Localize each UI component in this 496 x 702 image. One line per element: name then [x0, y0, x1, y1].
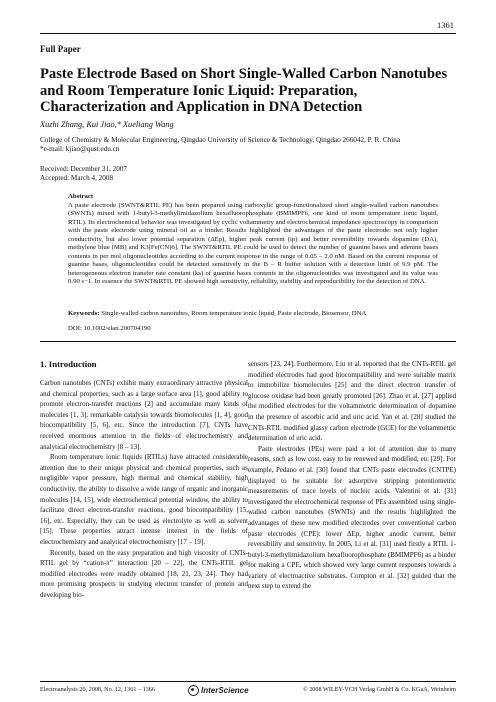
- header-rule: [40, 33, 456, 34]
- wiley-logo-icon: [188, 685, 199, 696]
- section-heading: 1. Introduction: [40, 359, 97, 369]
- journal-citation: Electroanalysis 20, 2008, No. 12, 1361 – 1366: [40, 686, 155, 693]
- dates-block: [40, 165, 127, 183]
- paragraph: sensors [23, 24]. Furthermore, Liu et al. reported that the CNTs-RTIL gel modified electrodes had good biocompatibility and were suitable matrix to immobilize biomolecules [25] and the direct electron transfer of glucose oxidase had been greatly promoted [26]. Zhao et al. [27] applied the modified electrodes for the voltammetric determination of dopamine in the presence of ascorbic acid and uric acid. Yan et al. [28] studied the CNTs-RTIL modified glassy carbon electrode (GCE) for the voltammetric determination of uric acid.: [248, 360, 456, 443]
- paragraph: Recently, based on the easy preparation and high viscosity of CNTs-RTIL gel by “cation-π” interaction [20 – 22], the CNTs-RTIL gel modified electrodes were readily obtained [18, 21, 23, 24]. They had more promising prospects in studying electron transfer of protein and developing bio-: [40, 548, 248, 599]
- logo-text: InterScience: [201, 685, 249, 695]
- page-number: 1361: [437, 20, 454, 30]
- section-divider: [40, 341, 456, 342]
- copyright: © 2008 WILEY-VCH Verlag GmbH & Co. KGaA, Weinheim: [302, 686, 456, 693]
- doi: DOI: 10.1002/elan.200704190: [68, 325, 151, 332]
- abstract-text: A paste electrode (SWNT&RTIL PE) has been prepared using carboxylic group-functionalized short single-walled carbon nanotubes (SWNTs) mixed with 1-butyl-3-methylimidazolium hexafluorophosphate (BMIMPF6, one kind of room temperature ionic liquid, RTIL). Its electrochemical behavior was investigated by cyclic voltammetry and electrochemical impedance spectroscopy in comparison with the paste electrode using mineral oil as a binder. Results highlighted the advantages of the paste electrode: not only higher conductivity, but also lower potential separation (ΔEp), higher peak current (ip) and better reversibility towards dopamine (DA), methylene blue (MB) and K3[Fe(CN)6]. The SWNT&RTIL PE could be used to detect the number of guanine bases and adenine bases contents in per mol oligonucleotides according to the current response in the range of 0.05 – 2.0 nM. Based on the current response of guanine bases, oligonucleotides could be detected sensitively in the B – R buffer solution with a detection limit of 9.9 pM. The heterogeneous electron transfer rate constant (ks) of guanine bases contents in the oligonucleotides was investigated and its value was 0.90 s−1. In essence the SWNT&RTIL PE showed high sensitivity, reliability, stability and reproducibility for the detection of DNA.: [68, 201, 438, 286]
- affiliation: College of Chemistry & Molecular Engineering, Qingdao University of Science & Technology, Qingdao 266042, P. R. China: [40, 136, 401, 144]
- paragraph: Paste electrodes (PEs) were paid a lot of attention due to many reasons, such as low cost, easy to be renewed and modified, etc [29]. For example, Pedano et al. [30] found that CNTs paste electrodes (CNTPE) displayed to be suitable for adsorptive stripping potentiometric measurements of trace levels of nucleic acids. Valentini et al. [31] investigated the electrochemical response of PEs assembled using single-walled carbon nanotubes (SWNTs) and the results highlighted the advantages of these new modified electrodes over conventional carbon paste electrodes (CPE): lower ΔEp, higher anodic current, better reversibility and sensitivity. In 2005, Li et al. [31] used firstly a RTIL 1-butyl-3-methylimidazolium hexafluorophosphate (BMIMPF6) as a binder for making a CPE, which showed very large current responses towards a variety of electroactive substrates. Compton et al. [32] guided that the next step to extend the: [248, 444, 456, 591]
- keywords-text: Single-walled carbon nanotubes, Room temperature ionic liquid, Paste electrode, Biosensor, DNA: [101, 310, 367, 317]
- accepted-date: Accepted: March 4, 2008: [40, 174, 114, 182]
- title-line: and Room Temperature Ionic Liquid: Preparation,: [40, 82, 358, 99]
- footer-rule: [40, 681, 456, 682]
- keywords-label: Keywords:: [68, 310, 100, 317]
- body-column-left: [40, 359, 248, 600]
- paragraph: Carbon nanotubes (CNTs) exhibit many extraordinary attractive physical and chemical properties, such as a large surface area [1], good ability to promote electron-transfer reactions [2] and accumulate many kinds of molecules [1, 3], remarkable catalysis towards biomolecules [1, 4], good biocompatibility [5, 6], etc. Since the introduction [7], CNTs have received enormous attention in the fields of electrochemistry and analytical electrochemistry [8 – 13].: [40, 379, 248, 451]
- article-title: [40, 66, 466, 116]
- title-line: Paste Electrode Based on Short Single-Walled Carbon Nanotubes: [40, 66, 448, 82]
- affiliation-block: [40, 136, 400, 154]
- author-list: Xuzhi Zhang, Kui Jiao,* Xueliang Wang: [40, 120, 174, 129]
- email: *e-mail: kjiao@qust.edu.cn: [40, 145, 120, 153]
- article-type-label: Full Paper: [40, 44, 81, 54]
- interscience-logo: [188, 684, 249, 696]
- title-line: Characterization and Application in DNA Detection: [40, 99, 363, 116]
- abstract-heading: Abstract: [68, 193, 94, 200]
- paragraph: Room temperature ionic liquids (RTILs) have attracted considerable attention due to their unique physical and chemical properties, such as negligible vapor pressure, high thermal and chemical stability, high conductivity, the ability to dissolve a wide range of organic and inorganic molecules [14, 15], wide electrochemical potential window, the ability to facilitate direct electron-transfer reactions, good biocompatibility [15, 16], etc. Especially, they can be used as electrolyte as well as solvent [15]. These properties attract intense interest in the fields of electrochemistry and analytical electrochemistry [17 – 19].: [40, 453, 248, 546]
- body-column-right: [248, 359, 456, 592]
- abstract: [68, 193, 438, 287]
- keywords: [68, 310, 438, 317]
- received-date: Received: December 31, 2007: [40, 165, 128, 173]
